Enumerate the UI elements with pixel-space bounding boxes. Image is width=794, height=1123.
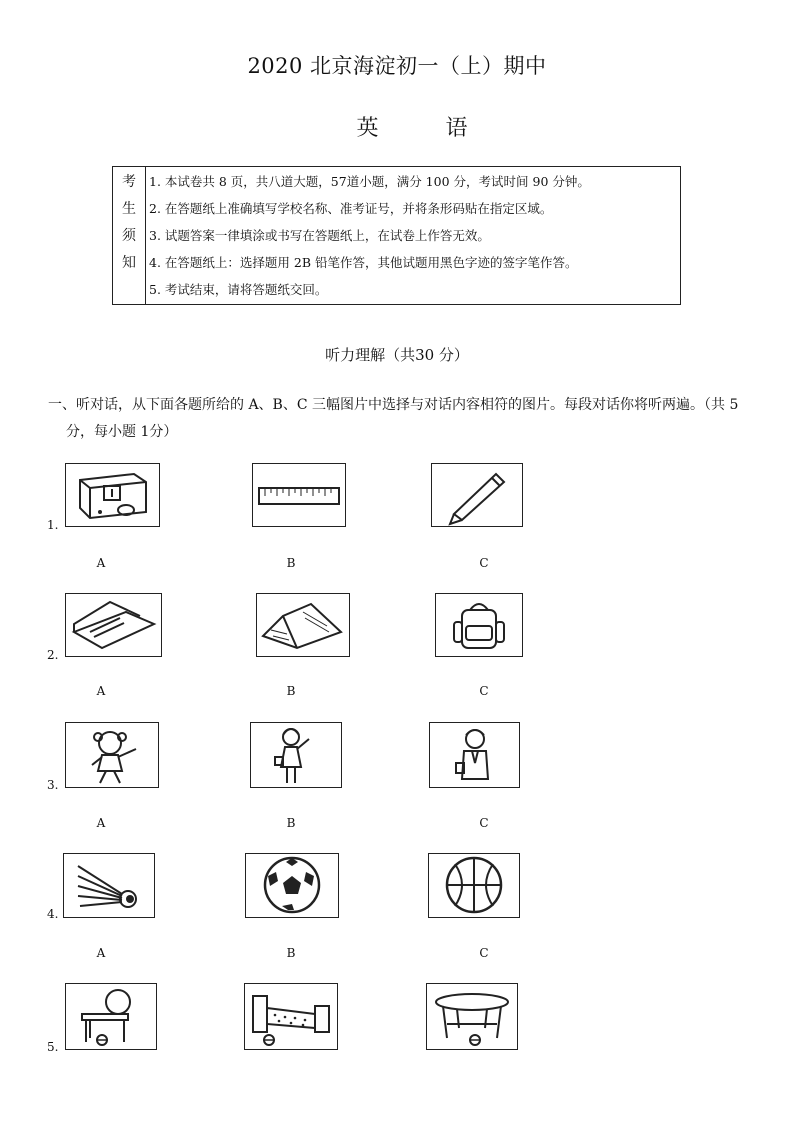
pencil-icon — [432, 464, 522, 526]
notice-rule: 1. 本试卷共 8 页，共八道大题，57道小题，满分 100 分，考试时间 90 分钟。 — [149, 174, 590, 189]
shuttlecock-icon — [64, 854, 154, 917]
notice-label — [113, 167, 146, 304]
option-picture-3c[interactable] — [429, 722, 520, 788]
notice-rule: 5. 考试结束，请将答题纸交回。 — [149, 282, 328, 297]
basketball-icon — [429, 854, 519, 917]
pencil-box-icon — [66, 594, 161, 656]
option-letter: C — [479, 556, 489, 570]
option-letter: A — [96, 556, 106, 570]
open-book-icon — [257, 594, 349, 656]
option-letter: B — [286, 946, 296, 960]
option-letter: A — [96, 684, 106, 698]
option-picture-3b[interactable] — [250, 722, 342, 788]
option-picture-4c[interactable] — [428, 853, 520, 918]
exam-notice-box — [112, 166, 681, 305]
bed-with-ball-icon — [245, 984, 337, 1049]
question-number: 3. — [47, 778, 59, 792]
notice-label-char: 须 — [122, 228, 136, 244]
woman-icon — [251, 723, 341, 787]
question-number: 5. — [47, 1040, 59, 1054]
man-in-suit-icon — [430, 723, 519, 787]
option-picture-3a[interactable] — [65, 722, 159, 788]
option-letter: C — [479, 946, 489, 960]
instruction-line: 一、听对话，从下面各题所给的 A、B、C 三幅图片中选择与对话内容相符的图片。每段对话你将听两遍。（共 5 — [48, 397, 739, 413]
option-picture-4b[interactable] — [245, 853, 339, 918]
option-picture-2a[interactable] — [65, 593, 162, 657]
pencil-sharpener-icon — [66, 464, 159, 526]
option-picture-5a[interactable] — [65, 983, 157, 1050]
chair-with-ball-icon — [66, 984, 156, 1049]
option-letter: B — [286, 556, 296, 570]
notice-rule: 2. 在答题纸上准确填写学校名称、准考证号，并将条形码贴在指定区域。 — [149, 201, 553, 216]
option-letter: C — [479, 816, 489, 830]
option-picture-4a[interactable] — [63, 853, 155, 918]
option-picture-1a[interactable] — [65, 463, 160, 527]
option-picture-1c[interactable] — [431, 463, 523, 527]
question-number: 1. — [47, 518, 59, 532]
subject-title: 英 语 — [356, 116, 498, 141]
option-letter: A — [96, 946, 106, 960]
option-letter: C — [479, 684, 489, 698]
option-picture-5b[interactable] — [244, 983, 338, 1050]
option-picture-2c[interactable] — [435, 593, 523, 657]
option-letter: B — [286, 684, 296, 698]
table-with-ball-icon — [427, 984, 517, 1049]
instruction-line: 分，每小题 1分） — [66, 424, 178, 440]
option-letter: B — [286, 816, 296, 830]
soccer-ball-icon — [246, 854, 338, 917]
notice-rule: 3. 试题答案一律填涂或书写在答题纸上，在试卷上作答无效。 — [149, 228, 490, 243]
notice-label-char: 生 — [122, 201, 136, 217]
option-picture-5c[interactable] — [426, 983, 518, 1050]
option-picture-1b[interactable] — [252, 463, 346, 527]
question-instruction — [48, 392, 758, 446]
option-letter: A — [96, 816, 106, 830]
notice-label-char: 知 — [122, 255, 136, 271]
option-picture-2b[interactable] — [256, 593, 350, 657]
notice-rule: 4. 在答题纸上：选择题用 2B 铅笔作答，其他试题用黑色字迹的签字笔作答。 — [149, 255, 578, 270]
question-number: 2. — [47, 648, 59, 662]
notice-label-char: 考 — [122, 174, 136, 190]
section-title: 听力理解（共30 分） — [325, 346, 469, 364]
question-number: 4. — [47, 907, 59, 921]
little-girl-icon — [66, 723, 158, 787]
ruler-icon — [253, 464, 345, 526]
page-title: 2020 北京海淀初一（上）期中 — [247, 54, 547, 78]
backpack-icon — [436, 594, 522, 656]
